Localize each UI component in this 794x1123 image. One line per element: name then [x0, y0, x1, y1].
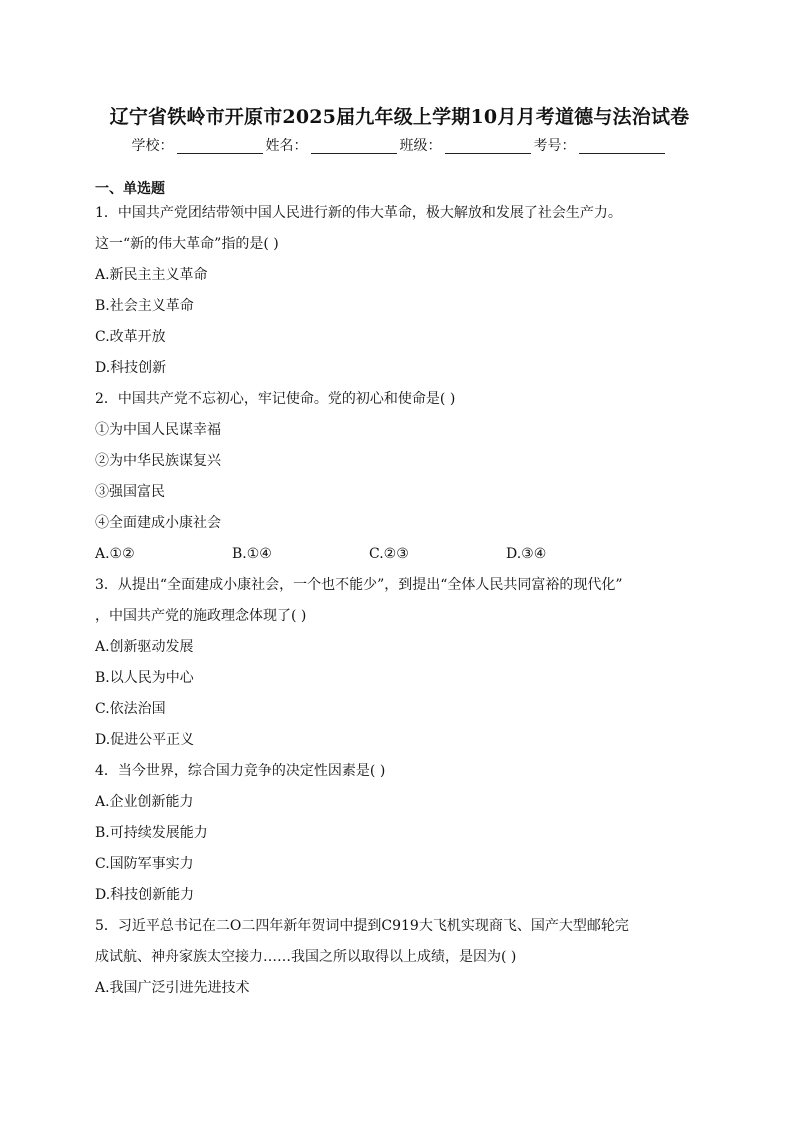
class-label: 班级：	[399, 138, 442, 154]
question-stem: 3．从提出“全面建成小康社会，一个也不能少”，到提出“全体人民共同富裕的现代化”	[95, 577, 623, 593]
option-b: B.①④	[232, 546, 272, 562]
option-d: D.促进公平正义	[95, 732, 195, 748]
school-label: 学校：	[131, 138, 174, 154]
question-stem: 这一“新的伟大革命”指的是( )	[95, 236, 279, 252]
option-c: C.依法治国	[95, 701, 166, 717]
exam-number-blank[interactable]	[579, 137, 665, 154]
option-b: B.可持续发展能力	[95, 825, 208, 841]
option-d: D.科技创新能力	[95, 887, 195, 903]
exam-title: 辽宁省铁岭市开原市2025届九年级上学期10月月考道德与法治试卷	[109, 106, 690, 128]
class-blank[interactable]	[445, 137, 531, 154]
question-4	[95, 756, 704, 911]
question-stem: 5．习近平总书记在二O二四年新年贺词中提到C919大飞机实现商飞、国产大型邮轮完	[95, 918, 629, 934]
exam-number-field	[534, 135, 668, 155]
name-field	[266, 135, 400, 155]
name-label: 姓名：	[265, 138, 308, 154]
question-stem: 2．中国共产党不忘初心，牢记使命。党的初心和使命是( )	[95, 391, 456, 407]
student-info-line	[95, 134, 704, 156]
option-d: D.科技创新	[95, 360, 167, 376]
option-a: A.创新驱动发展	[95, 639, 194, 655]
class-field	[400, 135, 534, 155]
school-blank[interactable]	[177, 137, 263, 154]
option-c: C.改革开放	[95, 329, 166, 345]
option-b: B.社会主义革命	[95, 298, 194, 314]
question-5	[95, 911, 704, 1004]
question-stem: 1．中国共产党团结带领中国人民进行新的伟大革命，极大解放和发展了社会生产力。	[95, 205, 622, 221]
option-d: D.③④	[506, 546, 547, 562]
question-1	[95, 198, 704, 384]
name-blank[interactable]	[311, 137, 397, 154]
option-c: C.国防军事实力	[95, 856, 194, 872]
option-a: A.新民主主义革命	[95, 267, 208, 283]
question-stem: 成试航、神舟家族太空接力……我国之所以取得以上成绩，是因为( )	[95, 949, 517, 965]
question-2	[95, 384, 704, 570]
option-a: A.我国广泛引进先进技术	[95, 980, 250, 996]
question-stem: ，中国共产党的施政理念体现了( )	[95, 608, 307, 624]
school-field	[132, 135, 266, 155]
statement-2: ②为中华民族谋复兴	[95, 453, 221, 469]
statement-4: ④全面建成小康社会	[95, 515, 221, 531]
exam-number-label: 考号：	[533, 138, 576, 154]
option-a: A.企业创新能力	[95, 794, 194, 810]
question-stem: 4．当今世界，综合国力竞争的决定性因素是( )	[95, 763, 386, 779]
section-title: 一、单选题	[95, 181, 165, 197]
question-3	[95, 570, 704, 756]
inline-options	[95, 539, 704, 570]
option-b: B.以人民为中心	[95, 670, 194, 686]
option-c: C.②③	[369, 546, 409, 562]
statement-1: ①为中国人民谋幸福	[95, 422, 221, 438]
statement-3: ③强国富民	[95, 484, 165, 500]
option-a: A.①②	[95, 546, 135, 562]
